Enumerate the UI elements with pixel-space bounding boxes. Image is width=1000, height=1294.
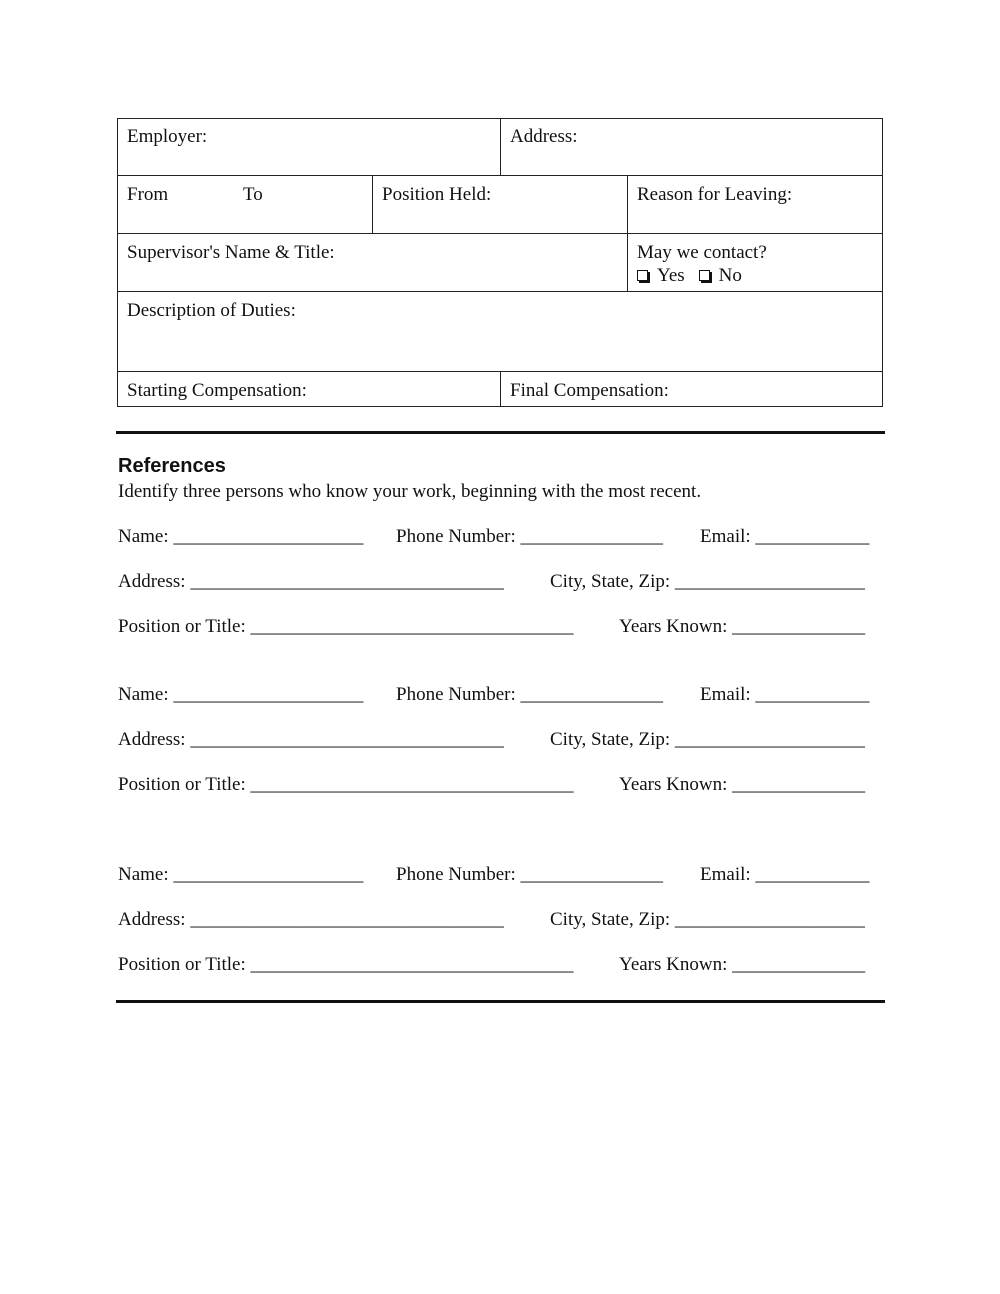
reference-city-blank[interactable]: ____________________ bbox=[674, 571, 865, 592]
references-heading: References bbox=[118, 455, 226, 477]
reference-position-blank[interactable]: __________________________________ bbox=[250, 616, 574, 637]
reference-email-label: Email: bbox=[700, 864, 751, 885]
reference-address-label: Address: bbox=[118, 909, 186, 930]
position-held-label: Position Held: bbox=[382, 184, 492, 205]
reference-address-label: Address: bbox=[118, 729, 186, 750]
reference-city-field bbox=[550, 571, 865, 593]
section-divider bbox=[116, 431, 885, 434]
reference-name-blank[interactable]: ____________________ bbox=[173, 526, 364, 547]
starting-compensation-label: Starting Compensation: bbox=[127, 380, 307, 401]
reference-name-blank[interactable]: ____________________ bbox=[173, 864, 364, 885]
employer-label: Employer: bbox=[127, 126, 208, 147]
reference-position-field bbox=[118, 774, 574, 796]
may-we-contact-field bbox=[628, 234, 882, 291]
reference-city-blank[interactable]: ____________________ bbox=[674, 909, 865, 930]
checkbox-icon[interactable] bbox=[699, 270, 710, 281]
reference-position-label: Position or Title: bbox=[118, 774, 246, 795]
reference-city-label: City, State, Zip: bbox=[550, 909, 671, 930]
reference-name-field bbox=[118, 684, 363, 706]
reference-email-field bbox=[700, 684, 869, 706]
reference-email-blank[interactable]: ____________ bbox=[755, 684, 870, 705]
reference-address-field bbox=[118, 571, 504, 593]
final-compensation-label: Final Compensation: bbox=[510, 380, 669, 401]
reference-position-field bbox=[118, 954, 574, 976]
to-label: To bbox=[243, 184, 263, 205]
reference-years-label: Years Known: bbox=[619, 954, 728, 975]
reference-position-label: Position or Title: bbox=[118, 616, 246, 637]
reference-city-blank[interactable]: ____________________ bbox=[674, 729, 865, 750]
section-divider bbox=[116, 1000, 885, 1003]
reference-name-label: Name: bbox=[118, 864, 169, 885]
employer-field[interactable] bbox=[118, 118, 500, 175]
position-held-field[interactable] bbox=[373, 176, 627, 233]
may-we-contact-label: May we contact? bbox=[637, 242, 767, 263]
reference-years-blank[interactable]: ______________ bbox=[732, 954, 866, 975]
reference-phone-blank[interactable]: _______________ bbox=[520, 526, 664, 547]
reference-phone-field bbox=[396, 864, 663, 886]
reference-phone-label: Phone Number: bbox=[396, 864, 516, 885]
checkbox-icon[interactable] bbox=[637, 270, 648, 281]
reference-address-label: Address: bbox=[118, 571, 186, 592]
reference-email-label: Email: bbox=[700, 684, 751, 705]
reference-name-field bbox=[118, 864, 363, 886]
reference-city-label: City, State, Zip: bbox=[550, 729, 671, 750]
reference-years-blank[interactable]: ______________ bbox=[732, 774, 866, 795]
starting-compensation-field[interactable] bbox=[118, 372, 500, 406]
reference-phone-field bbox=[396, 526, 663, 548]
duties-field[interactable] bbox=[118, 292, 882, 371]
reference-years-blank[interactable]: ______________ bbox=[732, 616, 866, 637]
final-compensation-field[interactable] bbox=[501, 372, 882, 406]
reference-years-field bbox=[619, 954, 865, 976]
reference-years-label: Years Known: bbox=[619, 774, 728, 795]
reference-position-label: Position or Title: bbox=[118, 954, 246, 975]
reference-address-blank[interactable]: _________________________________ bbox=[190, 909, 504, 930]
dates-field[interactable] bbox=[118, 176, 372, 233]
reference-position-field bbox=[118, 616, 574, 638]
address-field[interactable] bbox=[501, 118, 882, 175]
reference-position-blank[interactable]: __________________________________ bbox=[250, 774, 574, 795]
duties-label: Description of Duties: bbox=[127, 300, 296, 321]
reference-phone-label: Phone Number: bbox=[396, 526, 516, 547]
contact-no-label: No bbox=[718, 265, 742, 286]
reference-position-blank[interactable]: __________________________________ bbox=[250, 954, 574, 975]
reference-years-label: Years Known: bbox=[619, 616, 728, 637]
reference-phone-label: Phone Number: bbox=[396, 684, 516, 705]
address-label: Address: bbox=[510, 126, 578, 147]
supervisor-field[interactable] bbox=[118, 234, 627, 291]
reference-email-blank[interactable]: ____________ bbox=[755, 526, 870, 547]
reference-phone-blank[interactable]: _______________ bbox=[520, 864, 664, 885]
from-label: From bbox=[127, 184, 169, 205]
reference-phone-blank[interactable]: _______________ bbox=[520, 684, 664, 705]
reference-years-field bbox=[619, 774, 865, 796]
reference-name-blank[interactable]: ____________________ bbox=[173, 684, 364, 705]
reference-phone-field bbox=[396, 684, 663, 706]
reference-address-field bbox=[118, 909, 504, 931]
reference-city-field bbox=[550, 729, 865, 751]
reference-name-label: Name: bbox=[118, 684, 169, 705]
contact-yes-option[interactable] bbox=[637, 264, 685, 287]
contact-yes-label: Yes bbox=[657, 265, 685, 286]
supervisor-label: Supervisor's Name & Title: bbox=[127, 242, 335, 263]
reference-name-field bbox=[118, 526, 363, 548]
references-intro: Identify three persons who know your work, beginning with the most recent. bbox=[118, 481, 702, 502]
reference-email-field bbox=[700, 526, 869, 548]
reference-email-label: Email: bbox=[700, 526, 751, 547]
reference-address-blank[interactable]: _________________________________ bbox=[190, 729, 504, 750]
reason-for-leaving-field[interactable] bbox=[628, 176, 882, 233]
reason-for-leaving-label: Reason for Leaving: bbox=[637, 184, 793, 205]
reference-email-blank[interactable]: ____________ bbox=[755, 864, 870, 885]
reference-address-field bbox=[118, 729, 504, 751]
reference-city-field bbox=[550, 909, 865, 931]
reference-city-label: City, State, Zip: bbox=[550, 571, 671, 592]
reference-name-label: Name: bbox=[118, 526, 169, 547]
reference-years-field bbox=[619, 616, 865, 638]
reference-email-field bbox=[700, 864, 869, 886]
reference-address-blank[interactable]: _________________________________ bbox=[190, 571, 504, 592]
contact-no-option[interactable] bbox=[699, 264, 742, 287]
